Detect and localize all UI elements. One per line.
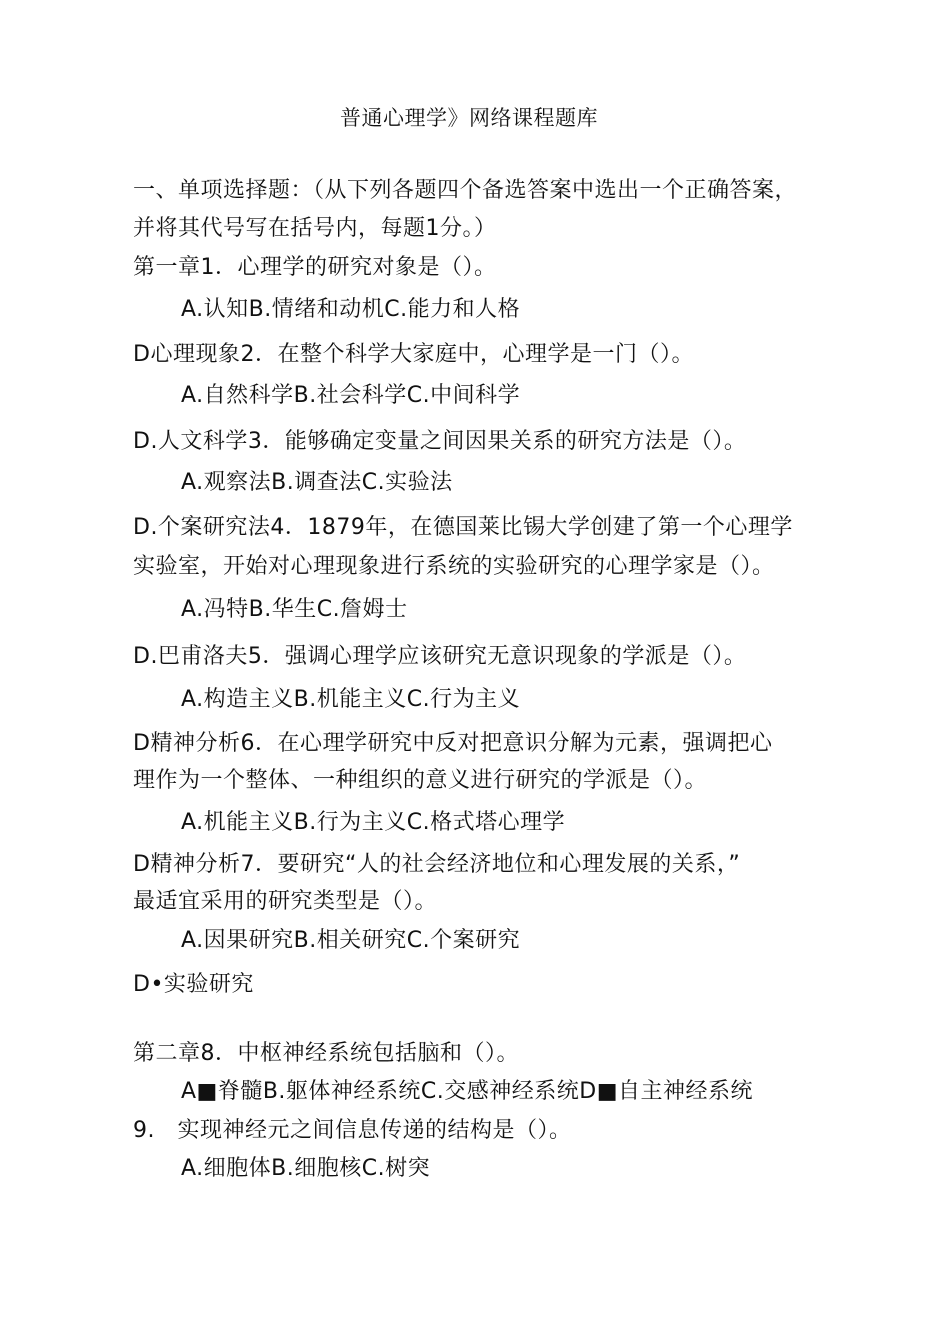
question-line-q6-part1: D精神分析6．在心理学研究中反对把意识分解为元素，强调把心 [133,731,773,756]
question-line-q5: D.巴甫洛夫5．强调心理学应该研究无意识现象的学派是（）。 [133,644,747,669]
question-line-q2: D心理现象2．在整个科学大家庭中，心理学是一门（）。 [133,342,694,367]
options-line-q9: A.细胞体B.细胞核C.树突 [181,1156,431,1181]
options-line-q4: A.冯特B.华生C.詹姆士 [181,597,408,622]
question-line-q9: 9. 实现神经元之间信息传递的结构是（）。 [133,1118,572,1143]
section-heading-line-2: 并将其代号写在括号内，每题1分。） [133,216,497,241]
question-line-chapter2-q8: 第二章8．中枢神经系统包括脑和（）。 [133,1041,519,1066]
document-title: 普通心理学》网络课程题库 [340,106,598,130]
question-line-q4-part1: D.个案研究法4．1879年，在德国莱比锡大学创建了第一个心理学 [133,515,793,540]
question-line-q6-part2: 理作为一个整体、一种组织的意义进行研究的学派是（）。 [133,768,708,793]
question-line-q4-part2: 实验室，开始对心理现象进行系统的实验研究的心理学家是（）。 [133,554,775,579]
question-line-chapter1-q1: 第一章1．心理学的研究对象是（）。 [133,255,497,280]
options-line-q8: A■脊髓B.躯体神经系统C.交感神经系统D■自主神经系统 [181,1079,754,1104]
options-line-q7: A.因果研究B.相关研究C.个案研究 [181,928,521,953]
options-line-q2: A.自然科学B.社会科学C.中间科学 [181,383,521,408]
options-line-q1: A.认知B.情绪和动机C.能力和人格 [181,297,521,322]
options-line-q3: A.观察法B.调查法C.实验法 [181,470,453,495]
options-line-q5: A.构造主义B.机能主义C.行为主义 [181,687,521,712]
question-line-q7-part2: 最适宜采用的研究类型是（）。 [133,889,438,914]
question-line-q3: D.人文科学3．能够确定变量之间因果关系的研究方法是（）。 [133,429,747,454]
options-line-q6: A.机能主义B.行为主义C.格式塔心理学 [181,810,566,835]
option-d-line-q7: D•实验研究 [133,972,254,997]
section-heading-line-1: 一、单项选择题：（从下列各题四个备选答案中选出一个正确答案， [133,178,798,203]
question-line-q7-part1: D精神分析7．要研究“人的社会经济地位和心理发展的关系，” [133,852,741,877]
